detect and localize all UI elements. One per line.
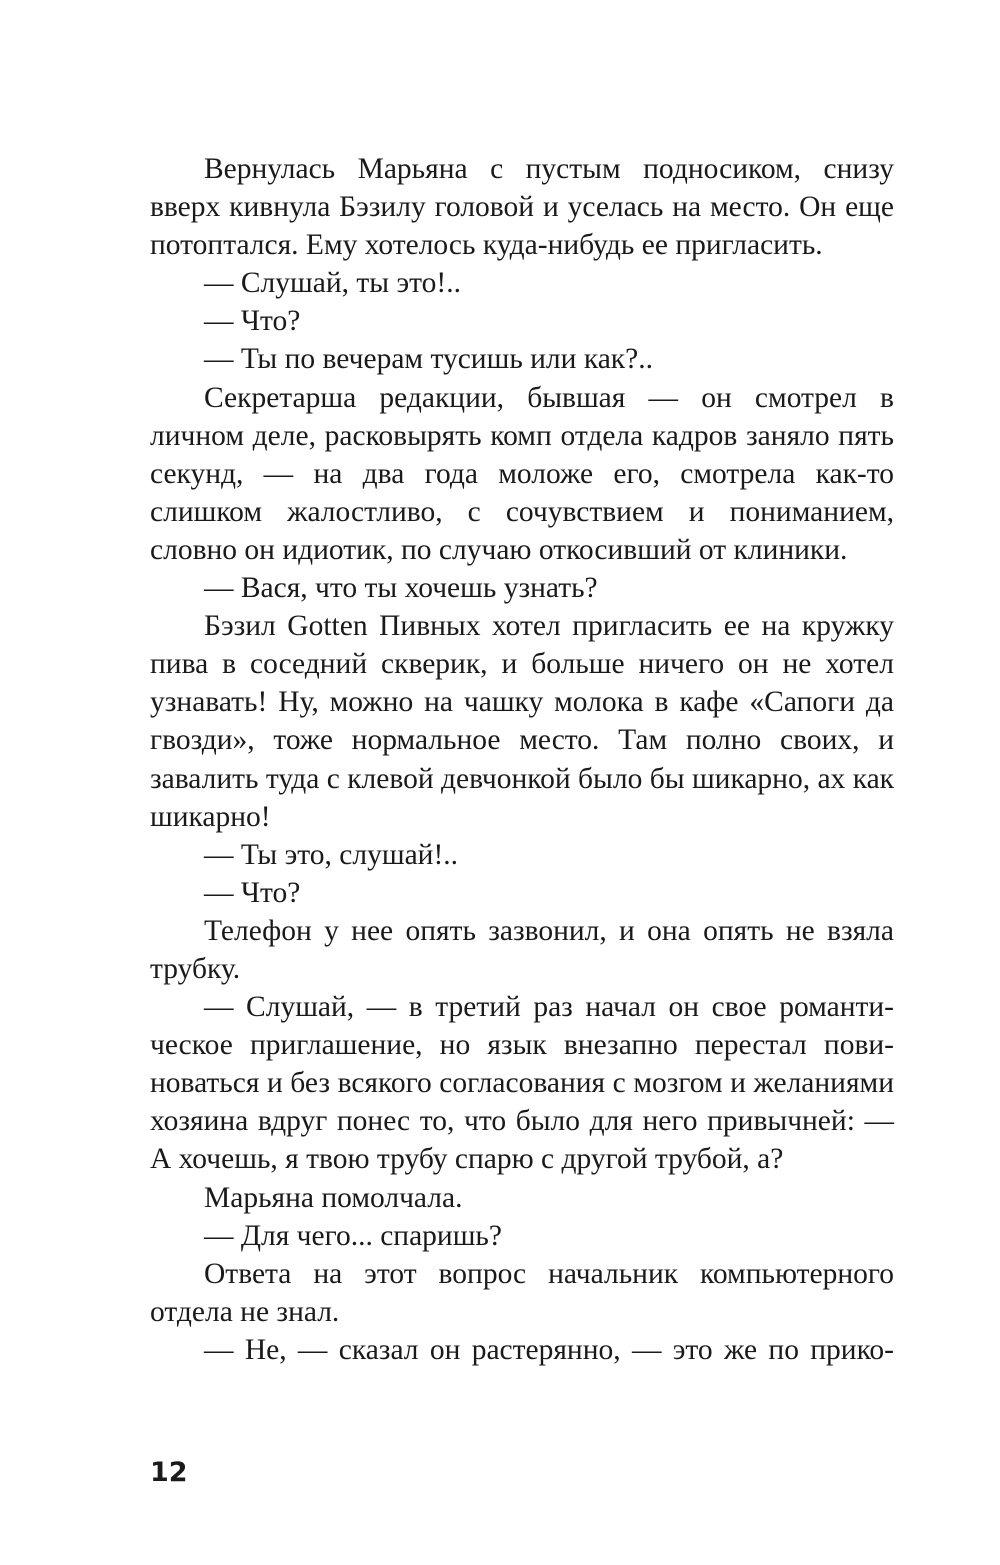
paragraph-13: — Для чего... спаришь? xyxy=(204,1219,502,1252)
paragraph-8: — Ты это, слушай!.. xyxy=(204,838,459,871)
page-number: 12 xyxy=(150,1457,188,1488)
paragraph-14: Ответа на этот вопрос начальник компьютерного отдела не знал. xyxy=(150,1257,894,1328)
paragraph-11: — Слушай, — в третий раз начал он свое романтическое приглашение, но язык внезапно перестал повиноваться и без всякого согласования с мозгом и желаниями хозяина вдруг понес то, что было для него привычней: — А хочешь, я твою трубу спарю с другой трубой, а? xyxy=(150,991,894,1176)
paragraph-1: Вернулась Марьяна с пустым подносиком, снизу вверх кивнула Бэзилу головой и уселась на место. Он еще потоптался. Ему хотелось куда-нибудь ее пригласить. xyxy=(150,153,894,262)
paragraph-7: Бэзил Gotten Пивных хотел пригласить ее на кружку пива в соседний скверик, и больше ничего он не хотел узнавать! Ну, можно на чашку молока в кафе «Сапоги да гвозди», тоже нормальное место. Там полно своих, и завалить туда с клевой девчонкой было бы шикарно, ах как шикарно! xyxy=(150,610,894,833)
book-page-text xyxy=(150,150,894,1369)
paragraph-2: — Слушай, ты это!.. xyxy=(204,267,461,300)
paragraph-9: — Что? xyxy=(204,876,301,909)
paragraph-5: Секретарша редакции, бывшая — он смотрел в личном деле, расковырять комп отдела кадров заняло пять секунд, — на два года моложе его, смотрела как-то слишком жалостливо, с сочувствием и пониманием, словно он идиотик, по случаю откосивший от клиники. xyxy=(150,381,894,566)
paragraph-6: — Вася, что ты хочешь узнать? xyxy=(204,572,598,605)
paragraph-10: Телефон у нее опять зазвонил, и она опять не взяла трубку. xyxy=(150,914,894,985)
paragraph-4: — Ты по вечерам тусишь или как?.. xyxy=(204,343,653,376)
paragraph-12: Марьяна помолчала. xyxy=(204,1181,463,1214)
paragraph-3: — Что? xyxy=(204,305,301,338)
paragraph-15: — Не, — сказал он растерянно, — это же по прико- xyxy=(204,1333,894,1366)
